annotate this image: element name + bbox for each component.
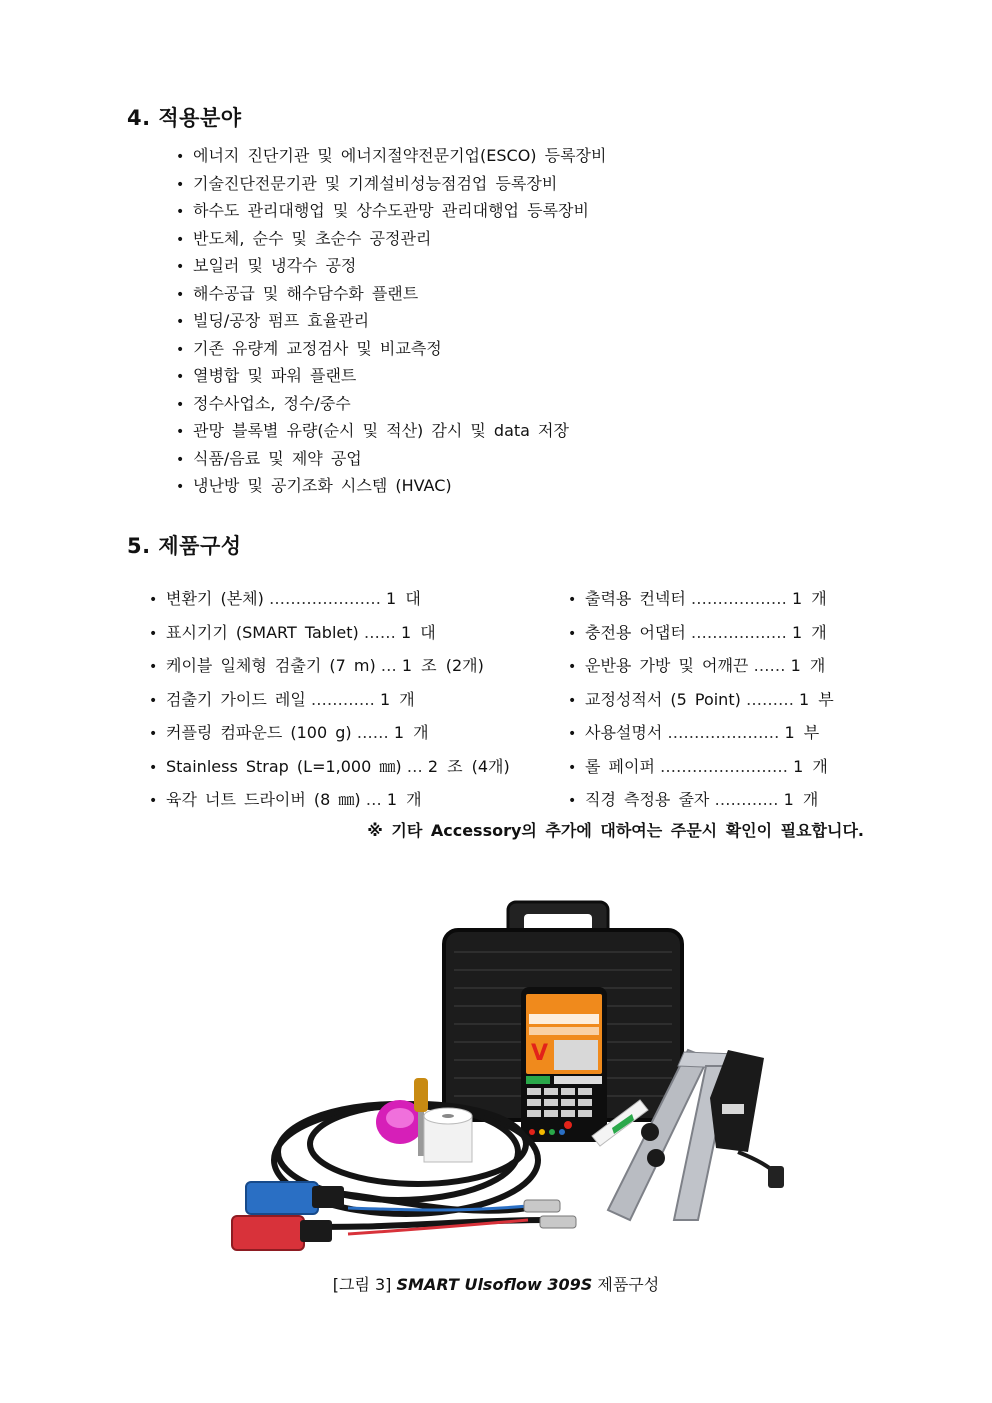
leader-dots: ……………… bbox=[690, 589, 787, 608]
component-item bbox=[568, 649, 834, 683]
component-name: 표시기기 (SMART Tablet) bbox=[166, 622, 359, 642]
application-item bbox=[176, 225, 606, 253]
component-quantity: 1 부 bbox=[784, 723, 820, 742]
component-name: 변환기 (본체) bbox=[166, 589, 264, 608]
component-name: 커플링 컴파운드 (100 g) bbox=[166, 723, 352, 742]
leader-dots: ……… bbox=[745, 689, 794, 709]
application-item bbox=[176, 362, 606, 390]
component-quantity: 1 개 bbox=[792, 589, 827, 608]
leader-dots: …………………… bbox=[660, 756, 789, 776]
application-item bbox=[176, 142, 606, 170]
bullet-icon: • bbox=[176, 204, 185, 220]
application-item bbox=[176, 417, 606, 445]
component-item bbox=[149, 582, 510, 616]
application-text: 에너지 진단기관 및 에너지절약전문기업(ESCO) 등록장비 bbox=[193, 146, 607, 165]
application-text: 관망 블록별 유량(순시 및 적산) 감시 및 data 저장 bbox=[193, 421, 569, 440]
bullet-icon: • bbox=[176, 396, 185, 413]
component-name: 롤 페이퍼 bbox=[585, 756, 655, 776]
accessory-note: ※ 기타 Accessory의 추가에 대하여는 주문시 확인이 필요합니다. bbox=[367, 821, 864, 840]
component-name: 출력용 컨넥터 bbox=[585, 589, 686, 608]
bullet-icon: • bbox=[176, 341, 185, 358]
leader-dots: …… bbox=[356, 723, 389, 742]
component-quantity: 1 개 bbox=[793, 756, 828, 776]
bullet-icon: • bbox=[568, 793, 577, 809]
component-name: 운반용 가방 및 어깨끈 bbox=[585, 656, 749, 675]
bullet-icon: • bbox=[176, 259, 185, 275]
bullet-icon: • bbox=[176, 479, 185, 495]
application-text: 냉난방 및 공기조화 시스템 (HVAC) bbox=[193, 476, 452, 495]
component-item bbox=[568, 750, 834, 784]
component-name: 육각 너트 드라이버 (8 ㎜) bbox=[166, 790, 361, 809]
components-list-left bbox=[149, 582, 510, 817]
application-text: 기존 유량계 교정검사 및 비교측정 bbox=[193, 338, 442, 358]
component-quantity: 1 부 bbox=[799, 689, 834, 709]
component-name: 충전용 어댑터 bbox=[585, 622, 686, 642]
component-quantity: 1 개 bbox=[790, 656, 826, 675]
application-item bbox=[176, 170, 606, 198]
leader-dots: ………… bbox=[310, 689, 375, 709]
component-quantity: 1 대 bbox=[400, 622, 436, 642]
component-item bbox=[149, 783, 510, 817]
component-quantity: 2 조 (4개) bbox=[427, 756, 510, 776]
section-5-title: 5. 제품구성 bbox=[127, 534, 242, 558]
bullet-icon: • bbox=[176, 231, 185, 248]
product-kit-illustration bbox=[228, 890, 794, 1260]
application-text: 정수사업소, 정수/중수 bbox=[193, 393, 351, 413]
bullet-icon: • bbox=[568, 759, 577, 776]
components-list-right bbox=[568, 582, 834, 817]
leader-dots: ………………… bbox=[667, 723, 780, 742]
bullet-icon: • bbox=[176, 176, 185, 193]
leader-dots: … bbox=[406, 756, 423, 776]
application-text: 기술진단전문기관 및 기계설비성능점검업 등록장비 bbox=[193, 173, 558, 193]
application-item bbox=[176, 252, 606, 280]
bullet-icon: • bbox=[568, 659, 577, 675]
bullet-icon: • bbox=[568, 592, 577, 608]
bullet-icon: • bbox=[568, 692, 577, 709]
product-photo bbox=[228, 890, 794, 1260]
application-text: 빌딩/공장 펌프 효율관리 bbox=[193, 311, 370, 330]
application-text: 식품/음료 및 제약 공업 bbox=[193, 448, 362, 468]
section-4-title: 4. 적용분야 bbox=[127, 106, 242, 130]
component-quantity: 1 개 bbox=[792, 622, 827, 642]
application-item bbox=[176, 280, 606, 308]
component-quantity: 1 조 (2개) bbox=[401, 656, 484, 675]
component-item bbox=[149, 649, 510, 683]
bullet-icon: • bbox=[568, 625, 577, 642]
component-quantity: 1 개 bbox=[783, 790, 819, 809]
component-name: 케이블 일체형 검출기 (7 m) bbox=[166, 656, 376, 675]
bullet-icon: • bbox=[568, 726, 577, 742]
component-item bbox=[149, 616, 510, 650]
application-text: 반도체, 순수 및 초순수 공정관리 bbox=[193, 228, 432, 248]
caption-prefix: [그림 3] bbox=[332, 1275, 392, 1294]
component-item bbox=[149, 683, 510, 717]
caption-suffix: 제품구성 bbox=[597, 1275, 660, 1294]
component-item bbox=[568, 716, 834, 750]
leader-dots: …… bbox=[363, 622, 396, 642]
component-name: Stainless Strap (L=1,000 ㎜) bbox=[166, 756, 402, 776]
bullet-icon: • bbox=[149, 692, 158, 709]
component-name: 검출기 가이드 레일 bbox=[166, 689, 306, 709]
component-name: 직경 측정용 줄자 bbox=[585, 790, 710, 809]
bullet-icon: • bbox=[149, 726, 158, 742]
application-item bbox=[176, 307, 606, 335]
application-item bbox=[176, 390, 606, 418]
smart-tablet bbox=[521, 987, 607, 1142]
bullet-icon: • bbox=[176, 314, 185, 330]
application-item bbox=[176, 445, 606, 473]
application-text: 열병합 및 파워 플랜트 bbox=[193, 366, 357, 385]
bullet-icon: • bbox=[149, 793, 158, 809]
bullet-icon: • bbox=[149, 759, 158, 776]
bullet-icon: • bbox=[176, 286, 185, 303]
component-quantity: 1 대 bbox=[386, 589, 421, 608]
roll-paper bbox=[424, 1108, 472, 1162]
leader-dots: … bbox=[365, 790, 382, 809]
component-quantity: 1 개 bbox=[393, 723, 429, 742]
leader-dots: …… bbox=[753, 656, 786, 675]
bullet-icon: • bbox=[176, 369, 185, 385]
component-item bbox=[568, 783, 834, 817]
bullet-icon: • bbox=[176, 149, 185, 165]
component-name: 교정성적서 (5 Point) bbox=[585, 689, 741, 709]
leader-dots: … bbox=[380, 656, 397, 675]
leader-dots: ………… bbox=[714, 790, 779, 809]
component-item bbox=[568, 683, 834, 717]
bullet-icon: • bbox=[149, 659, 158, 675]
component-item bbox=[568, 582, 834, 616]
caption-product-name: SMART Ulsoflow 309S bbox=[396, 1275, 593, 1294]
bullet-icon: • bbox=[149, 625, 158, 642]
leader-dots: ………………… bbox=[268, 589, 381, 608]
bullet-icon: • bbox=[176, 451, 185, 468]
figure-caption bbox=[0, 1272, 992, 1295]
bullet-icon: • bbox=[176, 424, 185, 440]
application-item bbox=[176, 197, 606, 225]
svg-text:V: V bbox=[531, 1041, 549, 1066]
application-item bbox=[176, 335, 606, 363]
component-quantity: 1 개 bbox=[380, 689, 415, 709]
application-item bbox=[176, 472, 606, 500]
bullet-icon: • bbox=[149, 592, 158, 608]
component-item bbox=[149, 716, 510, 750]
application-text: 보일러 및 냉각수 공정 bbox=[193, 256, 357, 275]
component-item bbox=[568, 616, 834, 650]
component-quantity: 1 개 bbox=[386, 790, 422, 809]
applications-list bbox=[176, 142, 606, 500]
application-text: 하수도 관리대행업 및 상수도관망 관리대행업 등록장비 bbox=[193, 201, 589, 220]
component-item bbox=[149, 750, 510, 784]
leader-dots: ……………… bbox=[690, 622, 787, 642]
component-name: 사용설명서 bbox=[585, 723, 663, 742]
charging-adapter bbox=[710, 1050, 784, 1188]
application-text: 해수공급 및 해수담수화 플랜트 bbox=[193, 283, 419, 303]
